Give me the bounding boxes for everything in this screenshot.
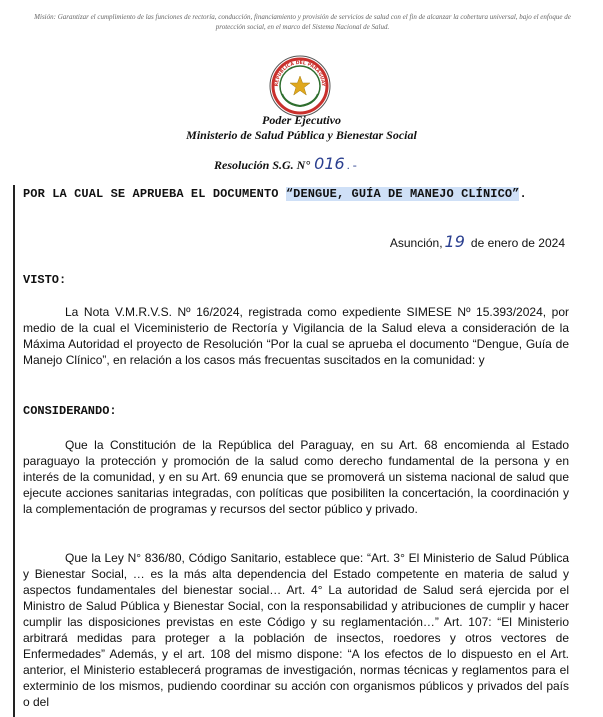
visto-paragraph: La Nota V.M.R.V.S. Nº 16/2024, registrada como expediente SIMESE Nº 15.393/2024, por medio de la cual el Viceministerio de Rectoría y Vigilancia de la Salud eleva a consideración de la Máxima Autoridad el proyecto de Resolución “Por la cual se aprueba el documento “Dengue, Guía de Manejo Clínico”, en relación a los casos más frecuentas suscitados en la comunidad: y [23, 305, 569, 367]
title-prefix: POR LA CUAL SE APRUEBA EL DOCUMENTO [23, 187, 286, 201]
title-highlighted: “DENGUE, GUÍA DE MANEJO CLÍNICO” [285, 187, 520, 201]
header-ministry: Ministerio de Salud Pública y Bienestar Social [186, 128, 417, 142]
seal-text: REPÚBLICA DEL PARAGUAY [274, 60, 326, 87]
considerando-paragraph-1: Que la Constitución de la República del Paraguay, en su Art. 68 encomienda al Estado paraguayo la protección y promoción de la salud como derecho fundamental de la persona y en interés de la comunidad, y en su Art. 69 enuncia que se promoverá un sistema nacional de salud que ejecute acciones sanitarias integradas, con políticas que posibiliten la concertación, la coordinación y la complementación de programas y recursos del sector público y privado. [23, 438, 569, 516]
document-title [23, 186, 571, 203]
resolution-trail: . - [346, 158, 357, 172]
visto-heading: VISTO: [23, 273, 67, 287]
resolution-label: Resolución S.G. N° [214, 158, 311, 172]
date-place: Asunción, [389, 236, 443, 250]
date-line [390, 234, 565, 251]
national-seal-graphic [268, 54, 332, 118]
date-rest: de enero de 2024 [470, 236, 565, 250]
date-handwritten-day: 19 [444, 232, 465, 251]
resolution-handwritten-number: 016 [314, 154, 345, 173]
considerando-heading: CONSIDERANDO: [23, 404, 117, 418]
title-suffix: . [519, 187, 527, 201]
mission-statement: Misión: Garantizar el cumplimiento de las funciones de rectoría, conducción, financiamiento y provisión de servicios de salud con el fin de alcanzar la cobertura universal, bajo el enfoque de protección social, en el marco del Sistema Nacional de Salud. [34, 13, 571, 31]
considerando-paragraph-2: Que la Ley N° 836/80, Código Sanitario, establece que: “Art. 3° El Ministerio de Salud Pública y Bienestar Social, … es la más alta dependencia del Estado competente en materia de salud y aspectos fundamentales del bienestar social… Art. 4° La autoridad de Salud será ejercida por el Ministro de Salud Pública y Bienestar Social, con la responsabilidad y atribuciones de cumplir y hacer cumplir las disposiciones previstas en este Código y su reglamentación…” Art. 107: “El Ministerio arbitrará medidas para proteger a la población de insectos, roedores y otros vectores de Enfermedades” Además, y el art. 108 del mismo dispone: “A los efectos de lo dispuesto en el Art. anterior, el Ministerio establecerá programas de investigación, normas técnicas y reglamentos para el exterminio de los mismos, pudiendo coordinar su acción con organismos públicos y privados del país o del [23, 551, 569, 709]
header-poder-ejecutivo: Poder Ejecutivo [262, 113, 341, 127]
resolution-number-line [214, 156, 357, 173]
left-margin-rule [13, 185, 15, 717]
national-seal-icon [268, 54, 332, 118]
